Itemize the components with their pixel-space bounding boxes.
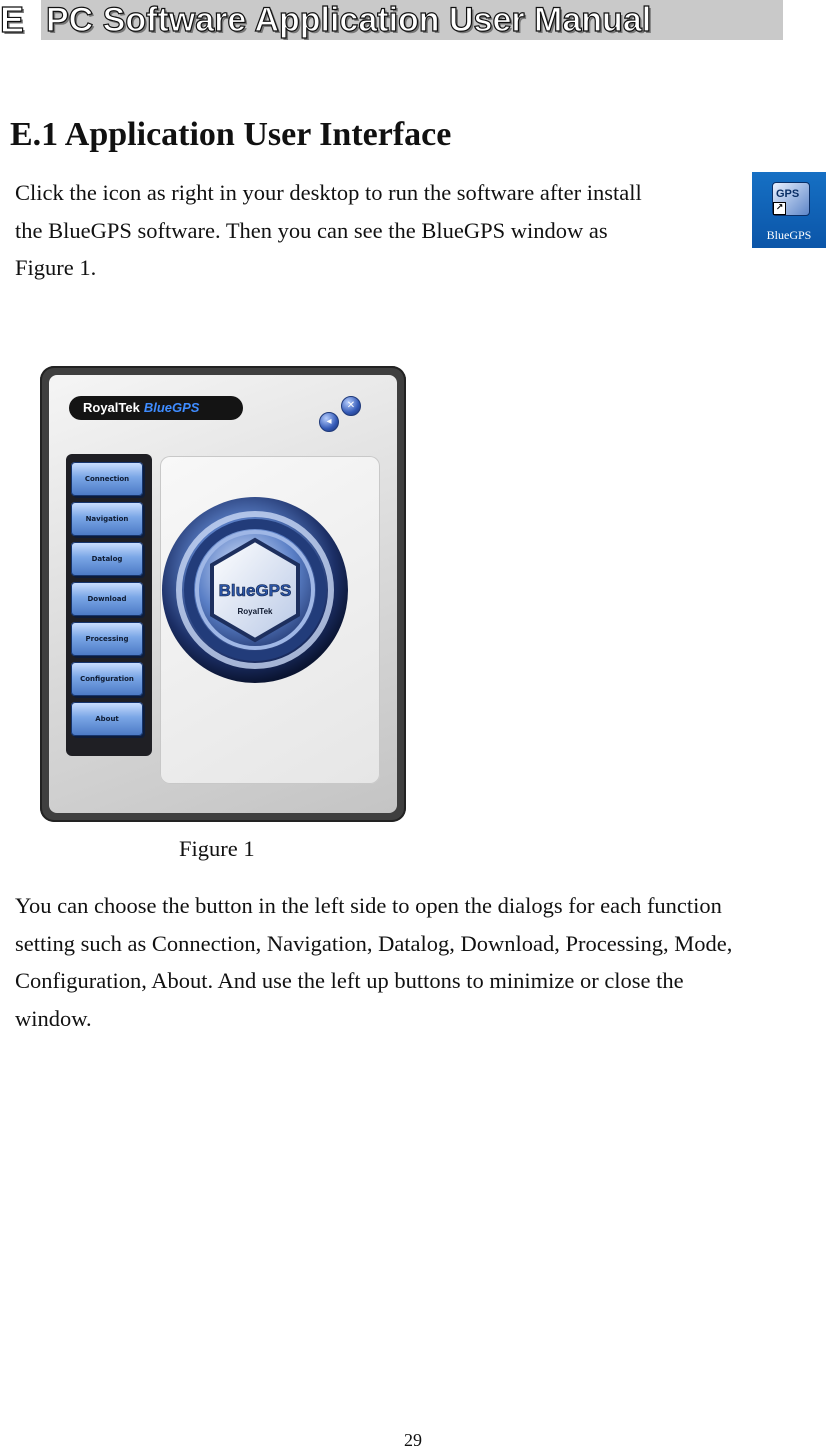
logo-text: BlueGPS — [218, 581, 292, 600]
bluegps-logo-icon — [160, 456, 380, 784]
menu-about-button[interactable]: About — [71, 702, 143, 736]
menu-processing-button[interactable]: Processing — [71, 622, 143, 656]
bluegps-shortcut-icon[interactable] — [752, 172, 826, 248]
brand-accent: BlueGPS — [143, 400, 200, 415]
body-paragraph — [15, 887, 815, 1037]
intro-line: the BlueGPS software. Then you can see the BlueGPS window as — [15, 217, 608, 243]
app-face — [49, 375, 397, 813]
function-menu — [66, 454, 152, 756]
logo-subtext: RoyalTek — [237, 607, 273, 616]
menu-navigation-button[interactable]: Navigation — [71, 502, 143, 536]
logo-panel — [160, 456, 380, 784]
intro-paragraph — [15, 174, 735, 287]
icon-glyph-text: GPS — [776, 188, 800, 200]
bluegps-app-window — [40, 366, 406, 822]
body-line: You can choose the button in the left side to open the dialogs for each function — [15, 893, 722, 918]
icon-label: BlueGPS — [766, 228, 812, 242]
app-brand-bar — [69, 396, 243, 420]
section-title: E.1 Application User Interface — [10, 116, 452, 153]
page-number: 29 — [404, 1430, 422, 1450]
chapter-letter: E — [0, 0, 25, 40]
intro-line: Figure 1. — [15, 255, 97, 280]
menu-configuration-button[interactable]: Configuration — [71, 662, 143, 696]
intro-line: Click the icon as right in your desktop to run the software after install — [15, 180, 642, 205]
shortcut-arrow-icon: ↗ — [773, 202, 786, 215]
menu-connection-button[interactable]: Connection — [71, 462, 143, 496]
body-line: setting such as Connection, Navigation, Datalog, Download, Processing, Mode, — [15, 930, 733, 956]
brand-name: RoyalTek — [83, 400, 140, 415]
menu-download-button[interactable]: Download — [71, 582, 143, 616]
minimize-button[interactable]: ◂ — [319, 412, 339, 432]
body-line: window. — [15, 1005, 92, 1031]
body-line: Configuration, About. And use the left up buttons to minimize or close the — [15, 968, 684, 993]
close-button[interactable]: ✕ — [341, 396, 361, 416]
figure-caption: Figure 1 — [179, 836, 255, 861]
chapter-title: PC Software Application User Manual — [46, 1, 652, 39]
menu-datalog-button[interactable]: Datalog — [71, 542, 143, 576]
